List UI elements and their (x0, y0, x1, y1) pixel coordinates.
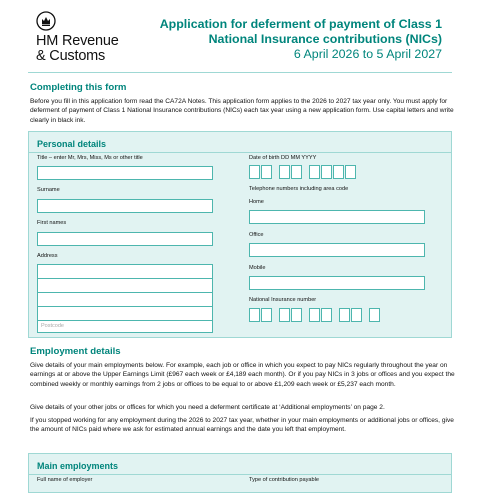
dob-year-2[interactable] (321, 165, 332, 179)
office-phone-label: Office (249, 232, 264, 238)
first-names-label: First names (37, 220, 67, 226)
ni-cell-4[interactable] (291, 308, 302, 322)
form-title (160, 17, 442, 62)
ni-cell-8[interactable] (351, 308, 362, 322)
org-name-line1: HM Revenue (36, 33, 119, 49)
ni-cell-7[interactable] (339, 308, 350, 322)
dob-year-4[interactable] (345, 165, 356, 179)
main-employments-heading: Main employments (37, 461, 119, 471)
office-phone-field[interactable] (249, 243, 425, 257)
title-line2: National Insurance contributions (NICs) (208, 32, 442, 46)
ni-cell-6[interactable] (321, 308, 332, 322)
title-field[interactable] (37, 166, 213, 180)
address-line-1[interactable] (38, 265, 212, 279)
ni-cell-5[interactable] (309, 308, 320, 322)
org-name-line2: & Customs (36, 48, 106, 64)
employment-para-1: Give details of your main employments below. For example, each job or office in which you expect to pay NICs regularly throughout the year on earnings at or above the Upper Earnings Limit (£967 each week or £4,189 each month). Or if you pay NICs in 3 jobs or offices and you expect the combined weekly or monthly earnings from 2 jobs or offices to be equal to or above £1,209 each week or £5,237 each month. (30, 362, 455, 388)
ni-cell-1[interactable] (249, 308, 260, 322)
title-label: Title – enter Mr, Mrs, Miss, Ms or other title (37, 155, 143, 161)
address-line-2[interactable] (38, 279, 212, 293)
ni-cell-2[interactable] (261, 308, 272, 322)
ni-number-label: National Insurance number (249, 297, 317, 303)
surname-field[interactable] (37, 199, 213, 213)
employment-para-2: Give details of your other jobs or offices for which you need a deferment certificate at ‘Additional employments’ on page 2. (30, 404, 385, 411)
ni-cell-9[interactable] (369, 308, 380, 322)
first-names-field[interactable] (37, 232, 213, 246)
address-label: Address (37, 253, 58, 259)
home-phone-label: Home (249, 199, 264, 205)
employment-heading: Employment details (30, 346, 121, 357)
title-line1: Application for deferment of payment of Class 1 (159, 17, 442, 31)
intro-text: Before you fill in this application form read the CA72A Notes. This application form applies to the 2026 to 2027 tax year only. You must apply for deferment of payment of Class 1 National Insurance contributions (NICs) each tax year using a new application form. Use capital letters and write clearly in black ink. (30, 98, 454, 124)
address-line-3[interactable] (38, 293, 212, 307)
header-divider (28, 72, 452, 73)
ni-cell-3[interactable] (279, 308, 290, 322)
dob-year-1[interactable] (309, 165, 320, 179)
address-line-4[interactable] (38, 307, 212, 321)
intro-heading: Completing this form (30, 82, 127, 93)
royal-crest-icon (36, 11, 56, 31)
surname-label: Surname (37, 187, 60, 193)
phone-label: Telephone numbers including area code (249, 186, 349, 192)
personal-details-panel (28, 131, 452, 338)
main-employments-panel (28, 453, 452, 493)
dob-month-2[interactable] (291, 165, 302, 179)
personal-details-heading: Personal details (37, 139, 107, 149)
dob-label: Date of birth DD MM YYYY (249, 155, 317, 161)
postcode-placeholder: Postcode (41, 323, 64, 329)
contribution-type-label: Type of contribution payable (249, 477, 319, 483)
dob-year-3[interactable] (333, 165, 344, 179)
employment-para-3: If you stopped working for any employment during the 2026 to 2027 tax year, whether in your main employments or additional jobs or offices, give the amount of NICs paid where we ask for estimated annual earnings and the date you left that employment. (30, 417, 454, 434)
dob-day-1[interactable] (249, 165, 260, 179)
dob-month-1[interactable] (279, 165, 290, 179)
mobile-phone-label: Mobile (249, 265, 266, 271)
dob-day-2[interactable] (261, 165, 272, 179)
title-dates: 6 April 2026 to 5 April 2027 (293, 47, 442, 61)
address-field[interactable] (37, 264, 213, 333)
employer-name-label: Full name of employer (37, 477, 93, 483)
panel-divider (29, 474, 451, 475)
home-phone-field[interactable] (249, 210, 425, 224)
panel-divider (29, 152, 451, 153)
mobile-phone-field[interactable] (249, 276, 425, 290)
